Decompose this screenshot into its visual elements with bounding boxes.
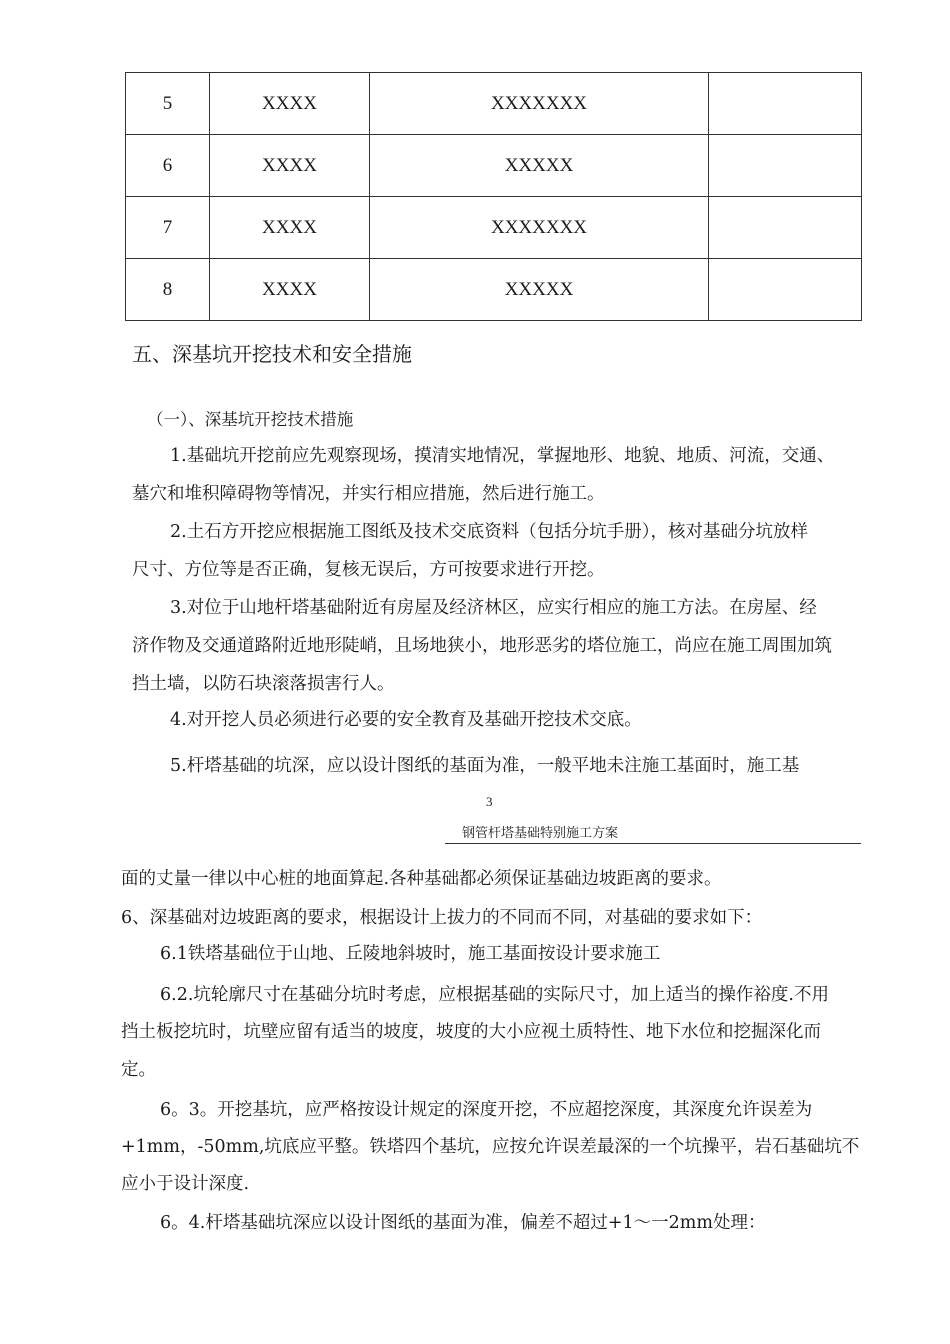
row-number: 8 [126,259,210,321]
row-name: XXXX [210,73,370,135]
row-note [709,197,862,259]
row-name: XXXX [210,197,370,259]
paragraph-line: 应小于设计深度. [121,1174,250,1194]
items-table [125,72,862,321]
paragraph-line: 5.杆塔基础的坑深，应以设计图纸的基面为准，一般平地未注施工基面时，施工基 [170,756,800,776]
paragraph-line: 定。 [121,1060,156,1080]
row-number: 5 [126,73,210,135]
row-content: XXXXX [370,135,709,197]
paragraph-line: 挡土墙，以防石块滚落损害行人。 [132,674,395,694]
row-name: XXXX [210,259,370,321]
paragraph-line: 6.1铁塔基础位于山地、丘陵地斜坡时，施工基面按设计要求施工 [160,944,661,964]
row-note [709,73,862,135]
page-number: 3 [486,794,493,809]
paragraph-line: 6。3。开挖基坑，应严格按设计规定的深度开挖，不应超挖深度，其深度允许误差为 [160,1100,813,1120]
row-number: 6 [126,135,210,197]
row-content: XXXXXXX [370,197,709,259]
row-content: XXXXX [370,259,709,321]
header-rule [445,843,861,844]
row-content: XXXXXXX [370,73,709,135]
paragraph-line: 挡土板挖坑时，坑壁应留有适当的坡度，坡度的大小应视土质特性、地下水位和挖掘深化而 [121,1022,821,1042]
paragraph-line: 6。4.杆塔基础坑深应以设计图纸的基面为准，偏差不超过+1〜一2mm处理： [160,1213,766,1233]
table-row [126,73,862,135]
table-row [126,259,862,321]
paragraph-line: 面的丈量一律以中心桩的地面算起.各种基础都必须保证基础边坡距离的要求。 [121,869,722,889]
paragraph-line: +1mm，-50mm,坑底应平整。铁塔四个基坑，应按允许误差最深的一个坑操平，岩石基础坑不 [121,1137,860,1157]
paragraph-line: 墓穴和堆积障碍物等情况，并实行相应措施，然后进行施工。 [132,484,605,504]
paragraph-line: 3.对位于山地杆塔基础附近有房屋及经济林区，应实行相应的施工方法。在房屋、经 [170,598,817,618]
paragraph-line: 4.对开挖人员必须进行必要的安全教育及基础开挖技术交底。 [170,710,642,730]
row-number: 7 [126,197,210,259]
running-header: 钢管杆塔基础特别施工方案 [462,826,619,841]
section-heading: 五、深基坑开挖技术和安全措施 [132,342,412,366]
table-row [126,197,862,259]
row-name: XXXX [210,135,370,197]
subsection-heading: （一）、深基坑开挖技术措施 [147,410,354,429]
row-note [709,135,862,197]
paragraph-line: 尺寸、方位等是否正确，复核无误后，方可按要求进行开挖。 [132,560,605,580]
paragraph-line: 6、深基础对边坡距离的要求，根据设计上拔力的不同而不同，对基础的要求如下： [121,908,763,928]
paragraph-line: 1.基础坑开挖前应先观察现场，摸清实地情况，掌握地形、地貌、地质、河流，交通、 [170,446,835,466]
paragraph-line: 6.2.坑轮廓尺寸在基础分坑时考虑，应根据基础的实际尺寸，加上适当的操作裕度.不用 [160,985,829,1005]
paragraph-line: 济作物及交通道路附近地形陡峭，且场地狭小，地形恶劣的塔位施工，尚应在施工周围加筑 [132,636,832,656]
paragraph-line: 2.土石方开挖应根据施工图纸及技术交底资料（包括分坑手册），核对基础分坑放样 [170,522,808,542]
table-row [126,135,862,197]
row-note [709,259,862,321]
